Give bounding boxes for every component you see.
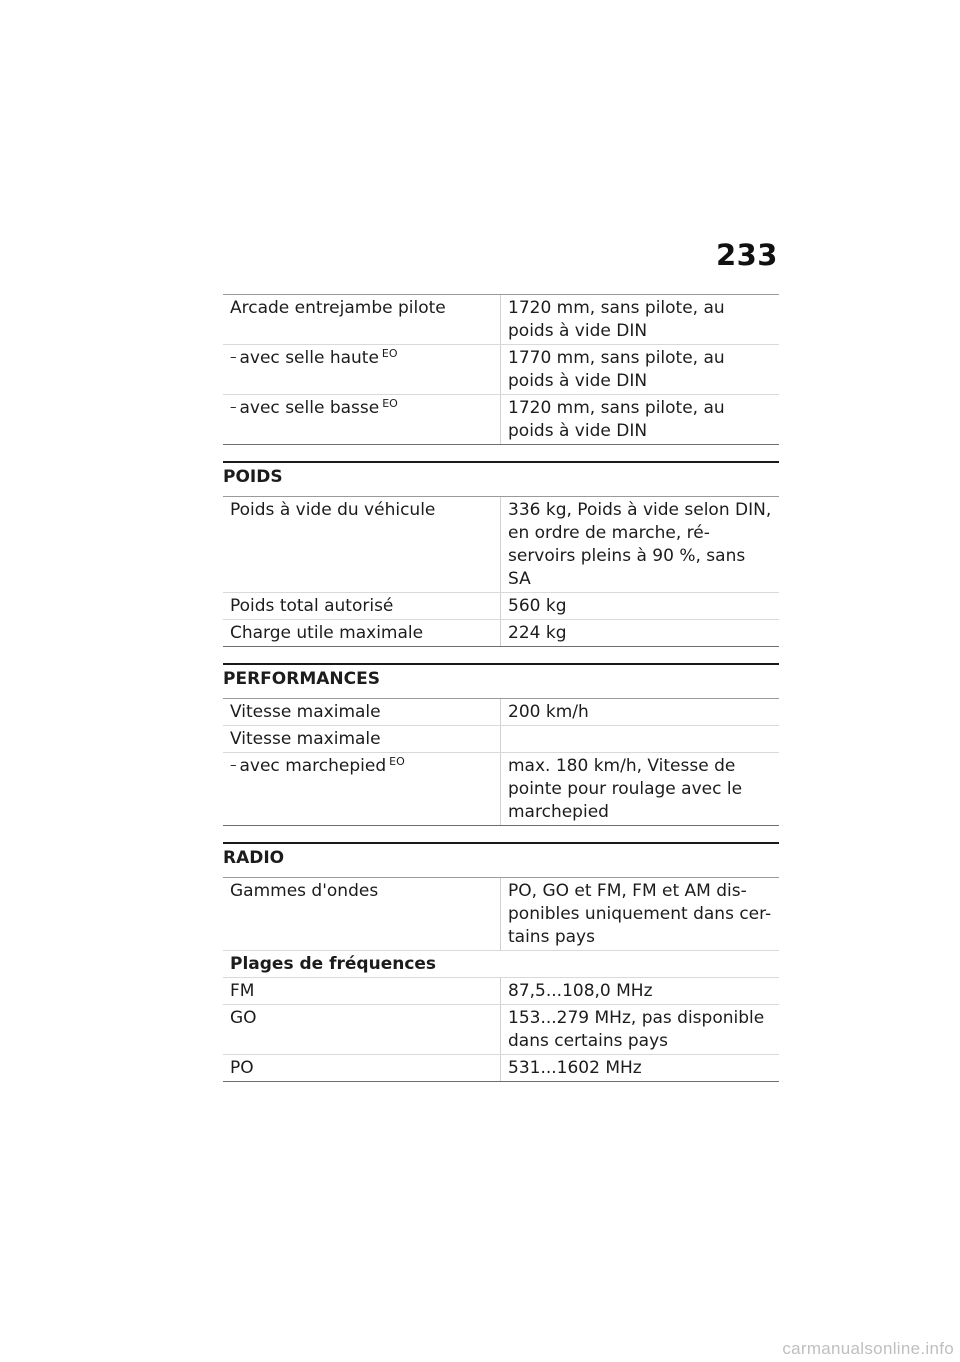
- spec-value: 1720 mm, sans pilote, au poids à vide DIN: [501, 395, 780, 445]
- spec-label: Gammes d'ondes: [223, 878, 501, 951]
- table-row: [223, 878, 779, 951]
- site-watermark: carmanualsonline.info: [782, 1339, 954, 1358]
- spec-value: 1770 mm, sans pilote, au poids à vide DIN: [501, 345, 780, 395]
- dash-marker: –: [230, 350, 237, 365]
- section-heading-radio: RADIO: [223, 842, 779, 877]
- spec-label: [223, 295, 501, 345]
- spec-value: 153...279 MHz, pas disponible dans certains pays: [501, 1005, 780, 1055]
- section-heading-weights: POIDS: [223, 461, 779, 496]
- spec-value: 224 kg: [501, 620, 780, 647]
- dimensions-table: [223, 294, 779, 445]
- spec-label: [223, 753, 501, 826]
- table-row: [223, 395, 779, 445]
- spec-content: [223, 294, 779, 1082]
- spec-value: PO, GO et FM, FM et AM dis-ponibles uniquement dans cer-tains pays: [501, 878, 780, 951]
- spec-value: [501, 726, 780, 753]
- label-text: avec selle basse: [239, 398, 380, 418]
- table-row: [223, 753, 779, 826]
- table-row: [223, 295, 779, 345]
- table-row: [223, 726, 779, 753]
- spec-label: PO: [223, 1055, 501, 1082]
- table-row: [223, 593, 779, 620]
- spec-label: GO: [223, 1005, 501, 1055]
- spec-value: 87,5...108,0 MHz: [501, 978, 780, 1005]
- dash-marker: –: [230, 400, 237, 415]
- label-text: avec selle haute: [239, 348, 379, 368]
- spec-value: 531...1602 MHz: [501, 1055, 780, 1082]
- label-text: avec marchepied: [239, 756, 387, 776]
- table-row: [223, 699, 779, 726]
- spec-value: 1720 mm, sans pilote, au poids à vide DIN: [501, 295, 780, 345]
- table-row: [223, 978, 779, 1005]
- spec-value: max. 180 km/h, Vitesse de pointe pour roulage avec le marchepied: [501, 753, 780, 826]
- spec-value: 200 km/h: [501, 699, 780, 726]
- option-superscript: EO: [389, 755, 405, 768]
- table-row: [223, 345, 779, 395]
- table-row: [223, 1055, 779, 1082]
- performance-table: [223, 698, 779, 826]
- radio-table: [223, 877, 779, 1082]
- option-superscript: EO: [382, 397, 398, 410]
- spec-label: Vitesse maximale: [223, 726, 501, 753]
- frequency-subheading: Plages de fréquences: [223, 951, 779, 978]
- label-text: Arcade entrejambe pilote: [230, 298, 446, 318]
- table-row: [223, 497, 779, 593]
- spec-label: Vitesse maximale: [223, 699, 501, 726]
- spec-label: Charge utile maximale: [223, 620, 501, 647]
- spec-value: 336 kg, Poids à vide selon DIN, en ordre de marche, ré-servoirs pleins à 90 %, sans SA: [501, 497, 780, 593]
- dash-marker: –: [230, 758, 237, 773]
- section-heading-performance: PERFORMANCES: [223, 663, 779, 698]
- page-number: 233: [715, 238, 778, 272]
- table-row: [223, 620, 779, 647]
- option-superscript: EO: [381, 347, 398, 360]
- spec-label: [223, 395, 501, 445]
- spec-value: 560 kg: [501, 593, 780, 620]
- spec-label: FM: [223, 978, 501, 1005]
- table-row: [223, 1005, 779, 1055]
- spec-label: Poids total autorisé: [223, 593, 501, 620]
- table-row: [223, 951, 779, 978]
- spec-label: [223, 345, 501, 395]
- spec-label: Poids à vide du véhicule: [223, 497, 501, 593]
- weights-table: [223, 496, 779, 647]
